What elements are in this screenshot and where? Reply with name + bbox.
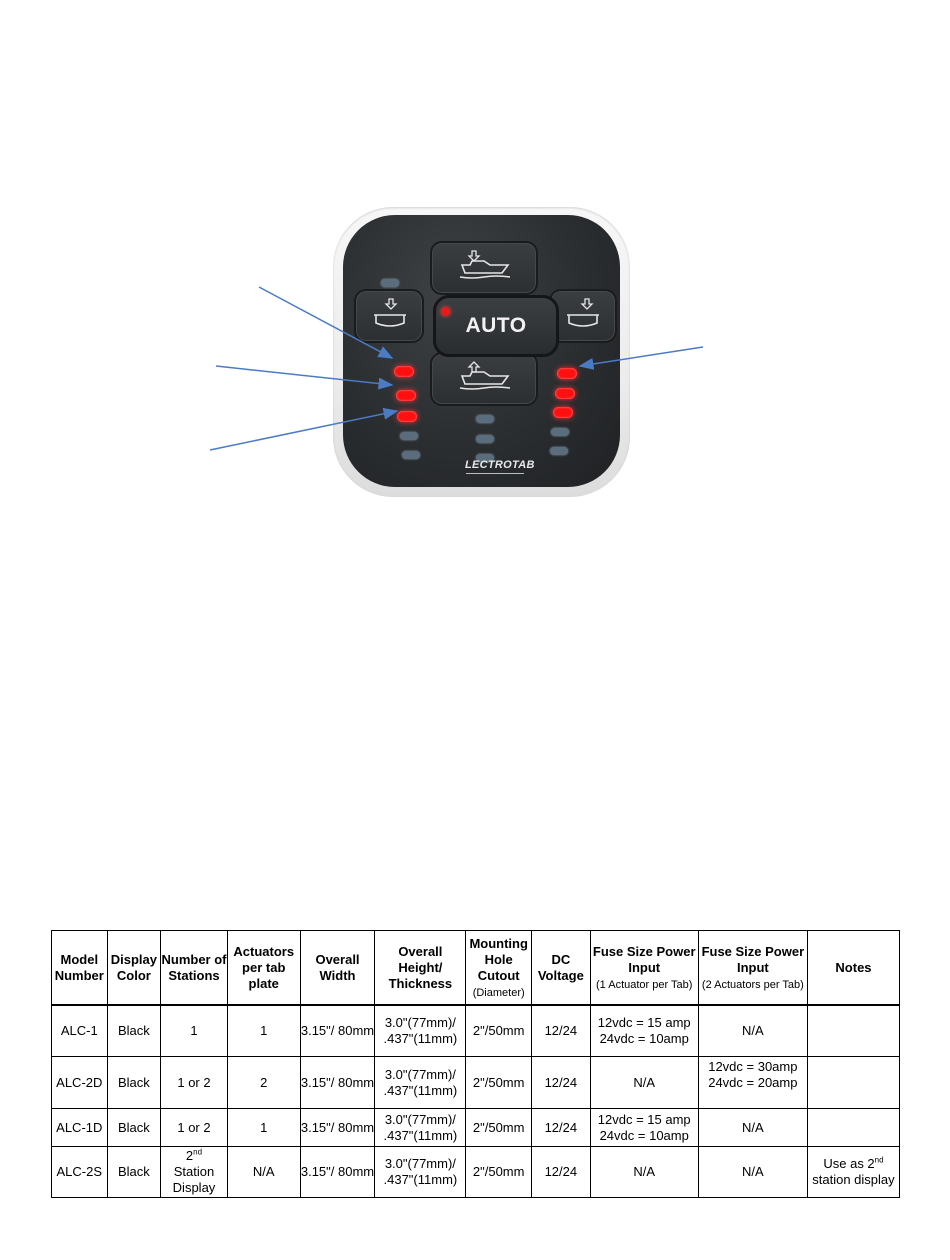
model-spec-table bbox=[51, 930, 900, 1198]
header-fuse-2-actuators bbox=[698, 931, 807, 1006]
brand-logo: LECTROTAB bbox=[465, 459, 535, 471]
port-down-button[interactable] bbox=[354, 289, 424, 343]
bow-down-icon bbox=[432, 243, 536, 293]
bow-up-button[interactable] bbox=[430, 352, 538, 406]
table-row bbox=[52, 1005, 900, 1057]
cell-height: 3.0"(77mm)/ .437"(11mm) bbox=[375, 1005, 466, 1057]
table-row bbox=[52, 1147, 900, 1198]
table-header-row bbox=[52, 931, 900, 1006]
cell-notes bbox=[807, 1147, 899, 1198]
fuse-line: N/A bbox=[742, 1119, 764, 1135]
starboard-led-3 bbox=[553, 407, 573, 418]
header-number-of-stations bbox=[161, 931, 228, 1006]
header-label: Model Number bbox=[54, 951, 104, 983]
header-label: Fuse Size Power Input bbox=[701, 943, 805, 975]
bow-up-icon bbox=[432, 354, 536, 404]
header-notes bbox=[807, 931, 899, 1006]
cell-voltage: 12/24 bbox=[532, 1057, 591, 1109]
cell-cutout: 2"/50mm bbox=[466, 1057, 532, 1109]
cell-actuators: N/A bbox=[227, 1147, 300, 1198]
cell-fuse-1 bbox=[590, 1005, 698, 1057]
panel-face bbox=[343, 215, 620, 487]
cell-voltage: 12/24 bbox=[532, 1005, 591, 1057]
cell-height: 3.0"(77mm)/ .437"(11mm) bbox=[375, 1057, 466, 1109]
starboard-led-5 bbox=[550, 447, 568, 455]
starboard-led-2 bbox=[555, 388, 575, 399]
stations-sup: nd bbox=[193, 1147, 203, 1157]
cell-model: ALC-1 bbox=[52, 1005, 108, 1057]
center-led-1 bbox=[476, 415, 494, 423]
header-label: Overall Width bbox=[315, 951, 360, 983]
cell-width: 3.15"/ 80mm bbox=[300, 1005, 375, 1057]
header-mounting-hole bbox=[466, 931, 532, 1006]
cell-notes bbox=[807, 1057, 899, 1109]
trim-tab-control-panel bbox=[333, 207, 630, 497]
cell-stations: 1 or 2 bbox=[161, 1057, 228, 1109]
cell-notes bbox=[807, 1005, 899, 1057]
bow-down-button[interactable] bbox=[430, 241, 538, 295]
fuse-line: 12vdc = 15 amp bbox=[597, 1111, 691, 1127]
table-row bbox=[52, 1057, 900, 1109]
cell-fuse-1 bbox=[590, 1057, 698, 1109]
cell-model: ALC-2D bbox=[52, 1057, 108, 1109]
header-label: Overall Height/ Thickness bbox=[388, 943, 453, 991]
port-led-1 bbox=[394, 366, 414, 377]
cell-actuators: 1 bbox=[227, 1005, 300, 1057]
cell-height: 3.0"(77mm)/ .437"(11mm) bbox=[375, 1109, 466, 1147]
starboard-down-button[interactable] bbox=[549, 289, 617, 343]
starboard-down-icon bbox=[551, 291, 615, 341]
cell-voltage: 12/24 bbox=[532, 1147, 591, 1198]
auto-label: AUTO bbox=[465, 314, 527, 337]
cell-width: 3.15"/ 80mm bbox=[300, 1147, 375, 1198]
header-display-color bbox=[107, 931, 161, 1006]
port-down-icon bbox=[356, 291, 422, 341]
cell-color: Black bbox=[107, 1147, 161, 1198]
notes-pre: Use as 2 bbox=[823, 1156, 875, 1171]
center-led-2 bbox=[476, 435, 494, 443]
port-led-top bbox=[381, 279, 399, 287]
cell-fuse-1 bbox=[590, 1109, 698, 1147]
header-overall-width bbox=[300, 931, 375, 1006]
stations-num: 2 bbox=[185, 1148, 194, 1163]
starboard-led-1 bbox=[557, 368, 577, 379]
header-model-number bbox=[52, 931, 108, 1006]
port-led-3 bbox=[397, 411, 417, 422]
auto-button[interactable] bbox=[433, 295, 559, 357]
fuse-line: 24vdc = 20amp bbox=[708, 1075, 798, 1090]
auto-indicator-led bbox=[441, 307, 450, 316]
stations-rest: Station Display bbox=[172, 1164, 216, 1195]
cell-model: ALC-2S bbox=[52, 1147, 108, 1198]
starboard-led-4 bbox=[551, 428, 569, 436]
table-row bbox=[52, 1109, 900, 1147]
cell-notes bbox=[807, 1109, 899, 1147]
cell-stations: 1 bbox=[161, 1005, 228, 1057]
header-label: DC Voltage bbox=[537, 951, 584, 983]
cell-width: 3.15"/ 80mm bbox=[300, 1109, 375, 1147]
cell-model: ALC-1D bbox=[52, 1109, 108, 1147]
header-label: Display Color bbox=[110, 951, 157, 983]
port-led-4 bbox=[400, 432, 418, 440]
header-label: Actuators per tab plate bbox=[233, 943, 295, 991]
cell-stations: 1 or 2 bbox=[161, 1109, 228, 1147]
header-actuators bbox=[227, 931, 300, 1006]
fuse-line: N/A bbox=[742, 1164, 764, 1179]
cell-actuators: 2 bbox=[227, 1057, 300, 1109]
cell-actuators: 1 bbox=[227, 1109, 300, 1147]
header-sublabel: (1 Actuator per Tab) bbox=[596, 978, 693, 991]
cell-fuse-2 bbox=[698, 1147, 807, 1198]
cell-fuse-1 bbox=[590, 1147, 698, 1198]
cell-cutout: 2"/50mm bbox=[466, 1147, 532, 1198]
logo-underline bbox=[466, 473, 524, 474]
port-led-2 bbox=[396, 390, 416, 401]
fuse-line: 24vdc = 10amp bbox=[599, 1031, 689, 1046]
cell-color: Black bbox=[107, 1057, 161, 1109]
cell-fuse-2 bbox=[698, 1005, 807, 1057]
cell-height: 3.0"(77mm)/ .437"(11mm) bbox=[375, 1147, 466, 1198]
header-sublabel: (Diameter) bbox=[472, 986, 525, 999]
cell-fuse-2 bbox=[698, 1109, 807, 1147]
header-label: Mounting Hole Cutout bbox=[469, 935, 528, 983]
cell-stations bbox=[161, 1147, 228, 1198]
notes-post: station display bbox=[812, 1172, 895, 1187]
header-overall-height bbox=[375, 931, 466, 1006]
header-label: Notes bbox=[835, 959, 872, 975]
header-label: Number of Stations bbox=[161, 951, 227, 983]
port-led-5 bbox=[402, 451, 420, 459]
cell-color: Black bbox=[107, 1109, 161, 1147]
cell-cutout: 2"/50mm bbox=[466, 1109, 532, 1147]
header-label: Fuse Size Power Input bbox=[592, 943, 696, 975]
cell-voltage: 12/24 bbox=[532, 1109, 591, 1147]
header-sublabel: (2 Actuators per Tab) bbox=[701, 978, 804, 991]
cell-color: Black bbox=[107, 1005, 161, 1057]
header-dc-voltage bbox=[532, 931, 591, 1006]
header-fuse-1-actuator bbox=[590, 931, 698, 1006]
cell-fuse-2 bbox=[698, 1057, 807, 1109]
fuse-line: 12vdc = 30amp bbox=[708, 1059, 798, 1074]
cell-cutout: 2"/50mm bbox=[466, 1005, 532, 1057]
fuse-line: 24vdc = 10amp bbox=[599, 1127, 689, 1143]
fuse-line: N/A bbox=[742, 1023, 764, 1038]
cell-width: 3.15"/ 80mm bbox=[300, 1057, 375, 1109]
notes-sup: nd bbox=[874, 1155, 884, 1165]
fuse-line: N/A bbox=[633, 1074, 656, 1090]
fuse-line: N/A bbox=[633, 1164, 656, 1179]
fuse-line: 12vdc = 15 amp bbox=[597, 1015, 691, 1030]
